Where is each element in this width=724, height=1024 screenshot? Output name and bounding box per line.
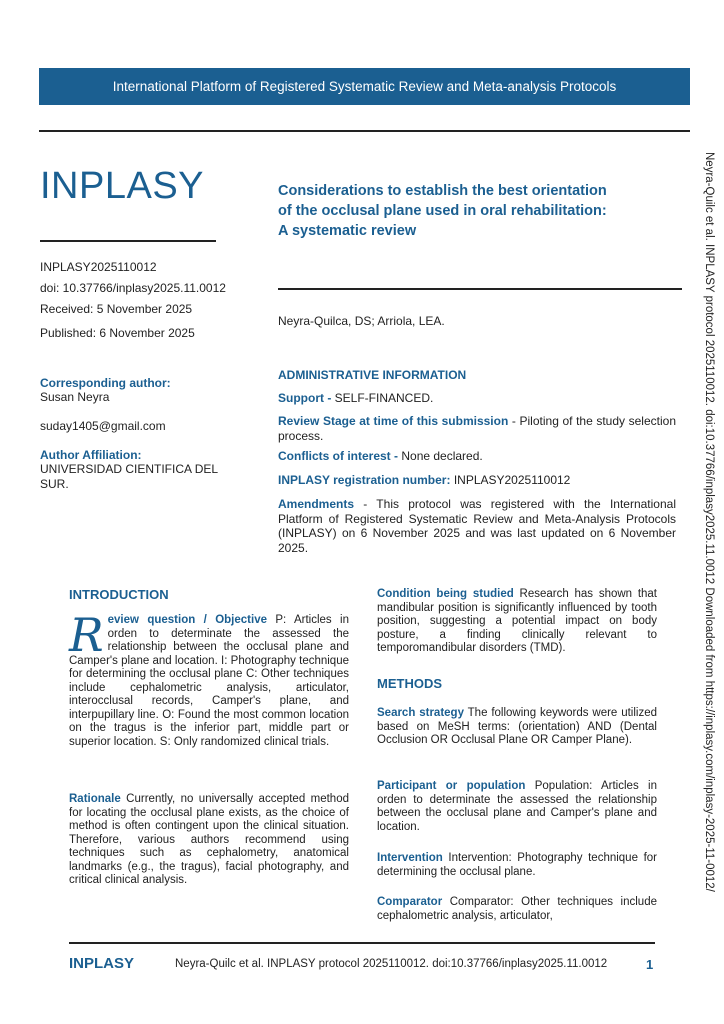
intervention-section: Intervention Intervention: Photography technique for determining the occlusal plane. bbox=[377, 852, 657, 878]
title-line: Considerations to establish the best orientation bbox=[278, 183, 607, 199]
footer-divider bbox=[69, 942, 655, 944]
comparator-section: Comparator Comparator: Other techniques include cephalometric analysis, articulator, bbox=[377, 896, 657, 922]
registration-number-section: INPLASY registration number: INPLASY2025110012 bbox=[278, 473, 571, 487]
title-line: of the occlusal plane used in oral rehabilitation: bbox=[278, 203, 607, 219]
author-list: Neyra-Quilca, DS; Arriola, LEA. bbox=[278, 314, 445, 328]
affiliation-line: SUR. bbox=[40, 477, 69, 491]
journal-banner bbox=[39, 68, 690, 105]
page-number: 1 bbox=[646, 957, 654, 972]
support-section: Support - SELF-FINANCED. bbox=[278, 391, 434, 405]
download-note-text[interactable]: Neyra-Quilc et al. INPLASY protocol 2025110012. doi:10.37766/inplasy2025.11.0012 Downloaded from https://inplasy.com/inplasy-2025-11-0012/ bbox=[703, 152, 715, 892]
footer-citation: Neyra-Quilc et al. INPLASY protocol 2025110012. doi:10.37766/inplasy2025.11.0012 bbox=[175, 958, 608, 970]
methods-heading: METHODS bbox=[377, 676, 442, 691]
corresponding-name: Susan Neyra bbox=[40, 390, 110, 404]
brand-divider bbox=[40, 240, 216, 242]
search-strategy-section: Search strategy The following keywords were utilized based on MeSH terms: (orientation) AND (Dental Occlusion OR Occlusal Plane OR Camper Plane). bbox=[377, 707, 657, 746]
footer-brand: INPLASY bbox=[69, 955, 135, 972]
introduction-heading: INTRODUCTION bbox=[69, 587, 169, 602]
corresponding-label: Corresponding author: bbox=[40, 376, 171, 390]
amendments-section: Amendments - This protocol was registered with the International Platform of Registered Systematic Review and Meta-Analysis Protocols (INPLASY) on 6 November 2025 and was last updated on 6 November 2025. bbox=[278, 497, 676, 555]
participant-section: Participant or population Population: Articles in orden to determinate the assessed the relationship between the occlusal plane and Camper's plane and location. bbox=[377, 780, 657, 833]
review-question-section: Review question / Objective P: Articles in orden to determinate the assessed the relationship between the occlusal plane and Camper's plane and location. I: Photography technique for determining the occlusal plane C: Other techniques include cephalometric analysis, articulator, interocclusal records, Camper's plane, and interpupillary line. O: Found the most common location on the tragus is the inferior part, middle part or superior location. S: Only randomized clinical trials. bbox=[69, 608, 349, 748]
doi-link[interactable]: doi: 10.37766/inplasy2025.11.0012 bbox=[40, 281, 226, 295]
article-title bbox=[278, 181, 658, 241]
affiliation-label: Author Affiliation: bbox=[40, 448, 142, 462]
top-divider bbox=[39, 130, 690, 132]
conflicts-section: Conflicts of interest - None declared. bbox=[278, 449, 483, 463]
title-line: A systematic review bbox=[278, 223, 417, 239]
condition-section: Condition being studied Research has shown that mandibular position is significantly influenced by tooth position, suggesting a potential impact on body posture, a finding clinically relevant to temporomandibular disorders (TMD). bbox=[377, 588, 658, 654]
published-date: Published: 6 November 2025 bbox=[40, 326, 195, 340]
admin-heading: ADMINISTRATIVE INFORMATION bbox=[278, 368, 467, 382]
affiliation-line: UNIVERSIDAD CIENTIFICA DEL bbox=[40, 462, 219, 476]
review-stage-section: Review Stage at time of this submission - Piloting of the study selection process. bbox=[278, 414, 676, 443]
rationale-section: Rationale Currently, no universally accepted method for locating the occlusal plane exists, as the choice of method is often contingent upon the clinical situation. Therefore, various authors recommend using techniques such as cephalometry, anatomical landmarks (e.g., the tragus), facial photography, and critical clinical analysis. bbox=[69, 793, 349, 886]
received-date: Received: 5 November 2025 bbox=[40, 302, 193, 316]
drop-cap: R bbox=[69, 608, 104, 662]
banner-text: International Platform of Registered Systematic Review and Meta-analysis Protocols bbox=[112, 79, 617, 94]
side-download-note bbox=[697, 152, 719, 952]
brand-logo: INPLASY bbox=[40, 165, 205, 207]
corresponding-email[interactable]: suday1405@gmail.com bbox=[40, 419, 166, 433]
registration-id: INPLASY2025110012 bbox=[40, 260, 157, 274]
title-divider bbox=[278, 288, 682, 290]
